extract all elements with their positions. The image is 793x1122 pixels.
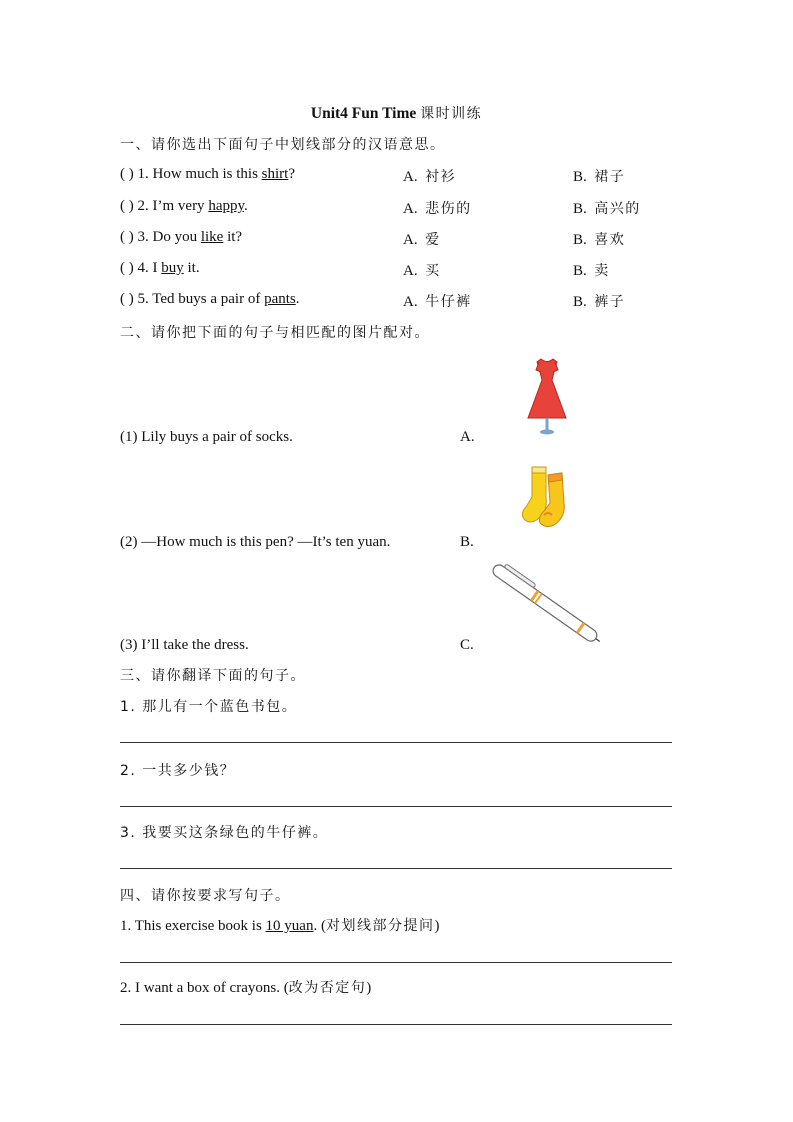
match-letter-b: B. [460,534,474,550]
title-cn: 课时训练 [420,106,483,122]
option-a [403,198,472,218]
underlined-word: buy [161,260,184,276]
option-a-text: 悲伤的 [425,201,472,217]
match-sentence-2: (2) —How much is this pen? —It’s ten yuan. [120,534,391,550]
rewrite-1-note: 对划线部分提问 [325,918,435,934]
option-b-text: 卖 [594,263,610,279]
answer-blank[interactable]: ( ) [120,260,134,276]
option-a-text: 买 [425,263,441,279]
dress-icon [524,356,570,438]
option-a [403,166,456,186]
translate-item-3: 3. 我要买这条绿色的牛仔裤。 [120,825,329,841]
rewrite-1-underlined: 10 yuan [265,918,314,934]
option-b [573,198,641,218]
option-b [573,229,625,249]
question-text: 1. How much is this [137,166,262,182]
option-b-label: B. [573,201,587,217]
answer-blank[interactable]: ( ) [120,291,134,307]
underlined-word: happy [208,198,244,214]
option-b [573,291,625,311]
question-tail: . [244,198,248,214]
answer-blank[interactable]: ( ) [120,166,134,182]
section2-heading: 二、请你把下面的句子与相匹配的图片配对。 [120,325,430,341]
question-tail: it. [183,260,200,276]
option-a-text: 衬衫 [425,169,457,185]
translate-item-2: 2. 一共多少钱？ [120,763,236,779]
rewrite-2-note: 改为否定句 [288,980,367,996]
underlined-word: pants [264,291,296,307]
choice-question [120,260,200,277]
question-text: 4. I [137,260,162,276]
answer-line-3[interactable] [120,868,672,869]
option-b-text: 裙子 [594,169,626,185]
page-title [0,103,793,123]
rewrite-2-text: 2. I want a box of crayons. ( [120,980,289,996]
answer-blank[interactable]: ( ) [120,198,134,214]
option-b-label: B. [573,169,587,185]
option-a-label: A. [403,169,418,185]
option-b-text: 裤子 [594,294,626,310]
match-sentence-1: (1) Lily buys a pair of socks. [120,429,293,445]
pen-icon [480,556,612,654]
rewrite-item-2 [120,977,371,997]
match-sentence-3: (3) I’ll take the dress. [120,637,249,653]
rewrite-item-1 [120,915,439,935]
question-tail: ? [288,166,296,182]
answer-line-5[interactable] [120,1024,672,1025]
question-text: 5. Ted buys a pair of [137,291,265,307]
option-b-label: B. [573,294,587,310]
option-a-text: 牛仔裤 [425,294,472,310]
answer-blank[interactable]: ( ) [120,229,134,245]
underlined-word: like [200,229,224,245]
answer-line-2[interactable] [120,806,672,807]
choice-question [120,198,248,215]
rewrite-1-text: 1. This exercise book is [120,918,266,934]
option-b-label: B. [573,232,587,248]
option-a [403,291,472,311]
answer-line-4[interactable] [120,962,672,963]
option-a [403,260,441,280]
match-letter-c: C. [460,637,474,653]
option-b-text: 高兴的 [594,201,641,217]
question-tail: . [295,291,300,307]
section4-heading: 四、请你按要求写句子。 [120,888,291,904]
section3-heading: 三、请你翻译下面的句子。 [120,668,306,684]
option-b [573,166,625,186]
option-a-label: A. [403,232,418,248]
section1-heading: 一、请你选出下面句子中划线部分的汉语意思。 [120,137,446,153]
option-b-text: 喜欢 [594,232,626,248]
title-en: Unit4 Fun Time [310,105,417,122]
question-text: 2. I’m very [137,198,209,214]
translate-item-1: 1. 那儿有一个蓝色书包。 [120,699,298,715]
rewrite-2-close: ) [366,980,372,996]
option-a-text: 爱 [425,232,441,248]
underlined-word: shirt [261,166,289,182]
choice-question [120,291,299,308]
option-b-label: B. [573,263,587,279]
option-a-label: A. [403,294,418,310]
option-a [403,229,441,249]
option-a-label: A. [403,201,418,217]
option-b [573,260,610,280]
question-tail: it? [223,229,243,245]
rewrite-1-post: . ( [313,918,326,934]
question-text: 3. Do you [137,229,201,245]
match-letter-a: A. [460,429,475,445]
answer-line-1[interactable] [120,742,672,743]
choice-question [120,166,295,183]
choice-question [120,229,242,246]
rewrite-1-close: ) [434,918,440,934]
socks-icon [518,463,574,533]
option-a-label: A. [403,263,418,279]
